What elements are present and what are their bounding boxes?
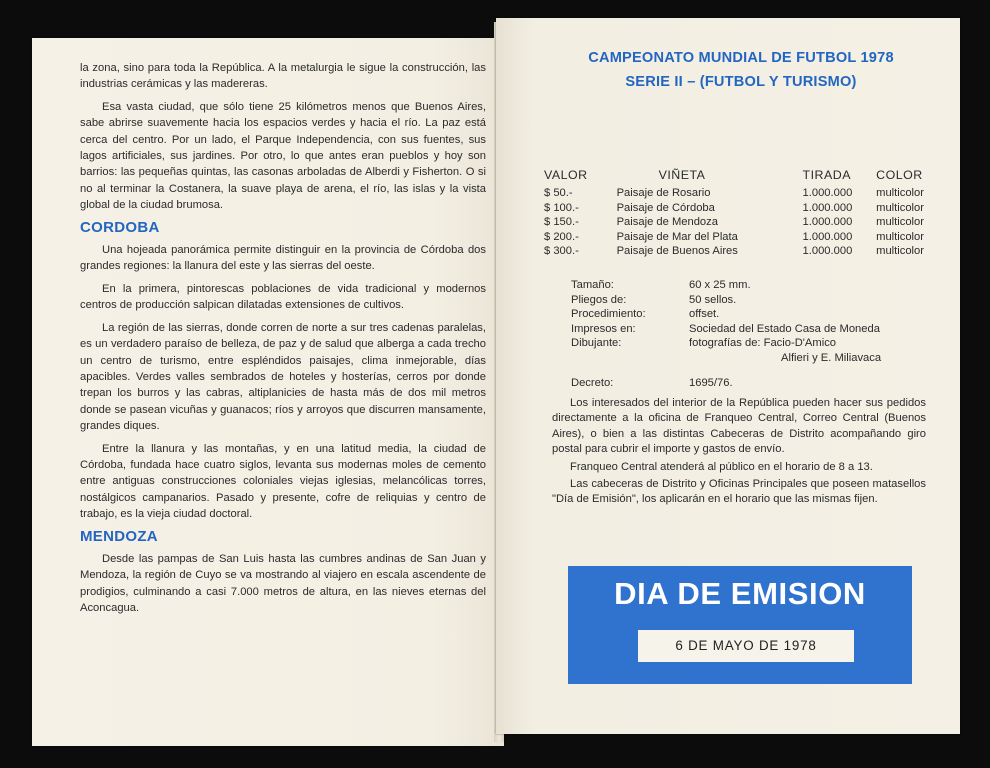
table-header-row (544, 168, 924, 186)
cell-valor: $ 200.- (544, 230, 579, 243)
header-color: COLOR (876, 168, 923, 182)
paragraph-cordoba-2: En la primera, pintorescas poblaciones de vida tradicional y modernos centros de producción salpican dilatadas extensiones de cultivos. (80, 282, 486, 312)
cell-color: multicolor (876, 187, 924, 199)
stamp-values-table (544, 168, 924, 259)
technical-specs (571, 278, 931, 390)
cell-valor: $ 300.- (544, 245, 579, 257)
cell-valor: $ 100.- (544, 201, 579, 214)
paragraph-city: Esa vasta ciudad, que sólo tiene 25 kilómetros menos que Buenos Aires, sabe abrirse suavemente hacia los espacios verdes y hacia el río. La paz está cerca del centro. Por un lado, el Parque Independencia, con sus fuentes, sus lagos artificiales, sus jardines. Por otro, lo que antes eran pueblos y hoy son barrios: las pequeñas quintas, las casonas arboladas de Alberdi y Fisherton. O si no al terminar la Costanera, la suave playa de arena, el río, las islas y la vista global de la ciudad brumosa. (80, 100, 486, 212)
cell-tirada: 1.000.000 (802, 187, 853, 199)
issue-title (526, 46, 956, 94)
spec-impresos-value: Sociedad del Estado Casa de Moneda (689, 322, 880, 335)
spec-dibujante-value: fotografías de: Facio-D'Amico (689, 337, 837, 350)
cell-vineta: Paisaje de Rosario (616, 187, 711, 199)
spec-procedimiento-label: Procedimiento: (571, 308, 646, 321)
issue-date: 6 DE MAYO DE 1978 (638, 630, 854, 662)
cell-valor: $ 50.- (544, 187, 573, 199)
right-page (496, 18, 960, 734)
spec-decreto-value: 1695/76. (689, 376, 733, 389)
table-row (544, 244, 924, 259)
heading-cordoba: CORDOBA (80, 218, 160, 236)
cell-tirada: 1.000.000 (802, 245, 853, 257)
spec-impresos-label: Impresos en: (571, 322, 636, 335)
cell-color: multicolor (876, 216, 924, 228)
header-valor: VALOR (544, 168, 588, 182)
spec-pliegos-label: Pliegos de: (571, 293, 627, 306)
paragraph-mendoza: Desde las pampas de San Luis hasta las cumbres andinas de San Juan y Mendoza, la región de Cuyo se va mostrando al viajero en escala ascendente de prodigios, culminando a casi 7.000 metros de altura, en las nieves eternas del Aconcagua. (80, 552, 486, 615)
title-line-2: SERIE II – (FUTBOL Y TURISMO) (625, 74, 857, 90)
spec-procedimiento-value: offset. (689, 308, 720, 321)
table-row (544, 201, 924, 216)
table-row (544, 230, 924, 245)
cell-vineta: Paisaje de Mar del Plata (616, 230, 738, 243)
cell-tirada: 1.000.000 (802, 216, 853, 228)
spec-dibujante-label: Dibujante: (571, 337, 622, 350)
header-vineta: VIÑETA (658, 168, 706, 182)
paragraph-cordoba-4: Entre la llanura y las montañas, y en una latitud media, la ciudad de Córdoba, fundada hace cuatro siglos, levanta sus modernas moles de cemento entre antiguas construcciones coloniales viejas iglesias, melancólicas torres, nostálgicos campanarios. Pasado y presente, cofre de reliquias y centro de trabajo, es la vieja ciudad doctoral. (80, 442, 486, 521)
left-text-column (80, 60, 486, 623)
cell-color: multicolor (876, 230, 924, 243)
spec-pliegos-value: 50 sellos. (689, 293, 737, 306)
paragraph-cordoba-1: Una hojeada panorámica permite distinguir en la provincia de Córdoba dos grandes regiones: la llanura del este y las sierras del oeste. (80, 244, 486, 273)
cell-valor: $ 150.- (544, 216, 579, 228)
banner-title: DIA DE EMISION (614, 576, 866, 611)
paragraph-intro: la zona, sino para toda la República. A la metalurgia le sigue la construcción, las industrias cerámicas y las madereras. (80, 62, 486, 91)
left-page (32, 38, 504, 746)
spec-dibujante-value-2: Alfieri y E. Miliavaca (781, 351, 882, 364)
notice-paragraph-2: Franqueo Central atenderá al público en el horario de 8 a 13. (570, 460, 873, 473)
table-row (544, 186, 924, 201)
cell-color: multicolor (876, 201, 924, 214)
cell-vineta: Paisaje de Córdoba (616, 201, 715, 214)
spec-decreto-label: Decreto: (571, 376, 614, 389)
header-tirada: TIRADA (802, 168, 851, 182)
title-line-1: CAMPEONATO MUNDIAL DE FUTBOL 1978 (588, 50, 894, 66)
notice-paragraph-3: Las cabeceras de Distrito y Oficinas Principales que poseen matasellos "Día de Emisión", los aplicarán en el horario que las mismas fijen. (552, 478, 926, 506)
table-row (544, 215, 924, 230)
spec-tamano-label: Tamaño: (571, 279, 614, 291)
notice-paragraph-1: Los interesados del interior de la República pueden hacer sus pedidos directamente a la oficina de Franqueo Central, Correo Central (Buenos Aires), o bien a las distintas Cabeceras de Distrito acompañando giro postal para cubrir el importe y gastos de envío. (552, 397, 926, 456)
cell-vineta: Paisaje de Mendoza (616, 216, 718, 228)
paragraph-cordoba-3: La región de las sierras, donde corren de norte a sur tres cadenas paralelas, es un verdadero paraíso de belleza, de paz y de salud que alberga a cada trecho un centro de turismo, entre espléndidos paisajes, clima inmejorable, días apacibles. Verdes valles sembrados de hoteles y hosterías, cerros por donde trepan los burros y las cabras, altiplanicies de hasta más de dos mil metros donde se pasean vicuñas y guanacos; ríos y arroyos que discurren mansamente, grandes diques. (80, 321, 486, 433)
cell-tirada: 1.000.000 (802, 230, 853, 243)
cell-tirada: 1.000.000 (802, 201, 853, 214)
spec-tamano-value: 60 x 25 mm. (689, 279, 751, 291)
ordering-notice (552, 396, 926, 510)
cell-vineta: Paisaje de Buenos Aires (616, 245, 738, 257)
cell-color: multicolor (876, 245, 924, 257)
issue-day-banner (568, 566, 912, 684)
heading-mendoza: MENDOZA (80, 527, 158, 545)
